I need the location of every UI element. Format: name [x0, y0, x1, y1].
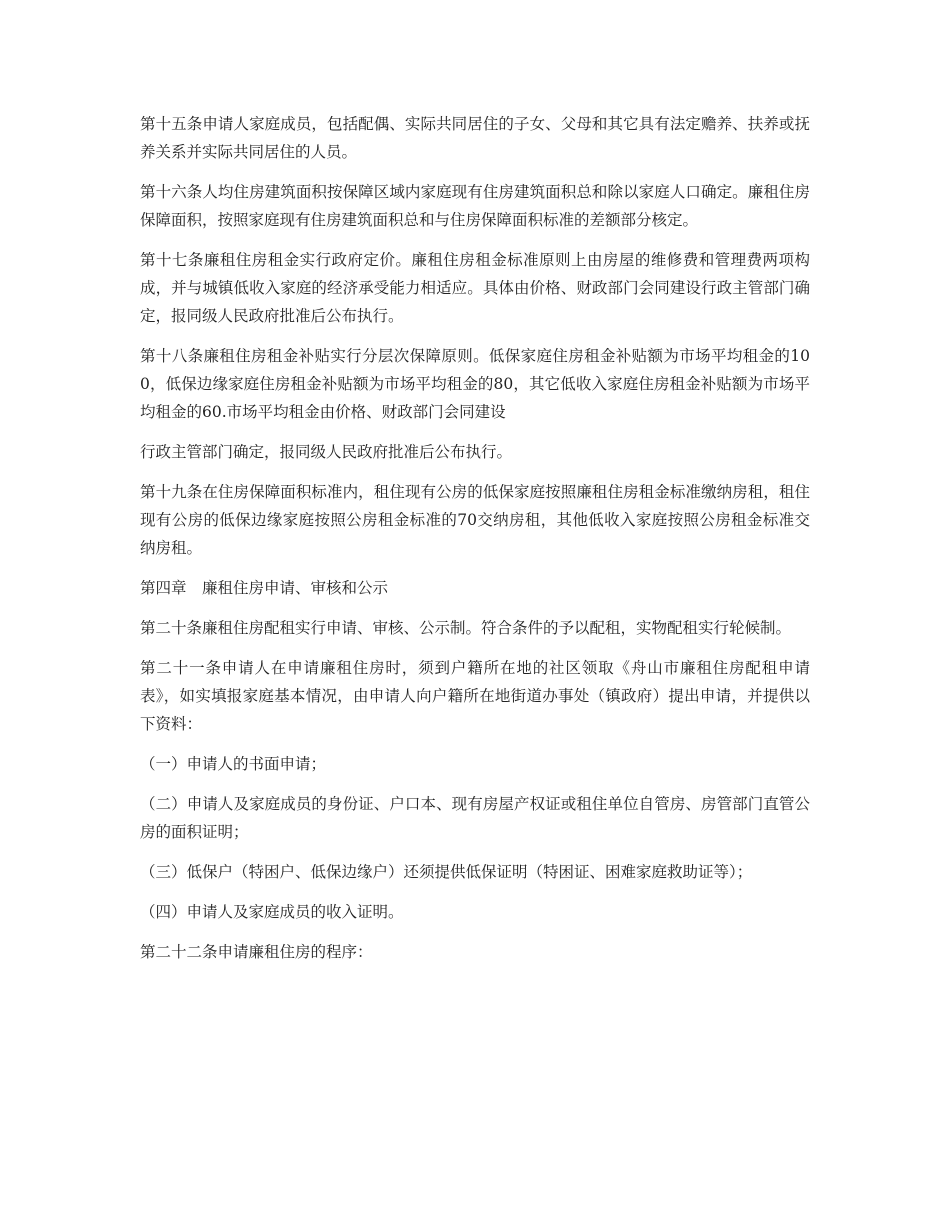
document-body [140, 110, 810, 978]
article-19: 第十九条在住房保障面积标准内，租住现有公房的低保家庭按照廉租住房租金标准缴纳房租，租住现有公房的低保边缘家庭按照公房租金标准的70交纳房租，其他低收入家庭按照公房租金标准交纳房租。 [140, 483, 810, 557]
article-18-continued: 行政主管部门确定，报同级人民政府批准后公布执行。 [140, 443, 513, 461]
article-16: 第十六条人均住房建筑面积按保障区域内家庭现有住房建筑面积总和除以家庭人口确定。廉租住房保障面积，按照家庭现有住房建筑面积总和与住房保障面积标准的差额部分核定。 [140, 183, 810, 229]
list-item-1: （一）申请人的书面申请； [140, 755, 327, 773]
chapter-4-heading: 第四章 廉租住房申请、审核和公示 [140, 579, 389, 597]
list-item-3: （三）低保户（特困户、低保边缘户）还须提供低保证明（特困证、困难家庭救助证等）； [140, 863, 753, 881]
list-item-4: （四）申请人及家庭成员的收入证明。 [140, 903, 404, 921]
article-22: 第二十二条申请廉租住房的程序： [140, 943, 373, 961]
article-20: 第二十条廉租住房配租实行申请、审核、公示制。符合条件的予以配租，实物配租实行轮候制。 [140, 619, 792, 637]
article-18: 第十八条廉租住房租金补贴实行分层次保障原则。低保家庭住房租金补贴额为市场平均租金的100，低保边缘家庭住房租金补贴额为市场平均租金的80，其它低收入家庭住房租金补贴额为市场平均租金的60.市场平均租金由价格、财政部门会同建设 [140, 347, 810, 421]
article-21: 第二十一条申请人在申请廉租住房时，须到户籍所在地的社区领取《舟山市廉租住房配租申请表》，如实填报家庭基本情况，由申请人向户籍所在地街道办事处（镇政府）提出申请，并提供以下资料： [140, 659, 810, 733]
article-15: 第十五条申请人家庭成员，包括配偶、实际共同居住的子女、父母和其它具有法定赡养、扶养或抚养关系并实际共同居住的人员。 [140, 115, 810, 161]
list-item-2: （二）申请人及家庭成员的身份证、户口本、现有房屋产权证或租住单位自管房、房管部门直管公房的面积证明； [140, 795, 810, 841]
article-17: 第十七条廉租住房租金实行政府定价。廉租住房租金标准原则上由房屋的维修费和管理费两项构成，并与城镇低收入家庭的经济承受能力相适应。具体由价格、财政部门会同建设行政主管部门确定，报同级人民政府批准后公布执行。 [140, 251, 810, 325]
